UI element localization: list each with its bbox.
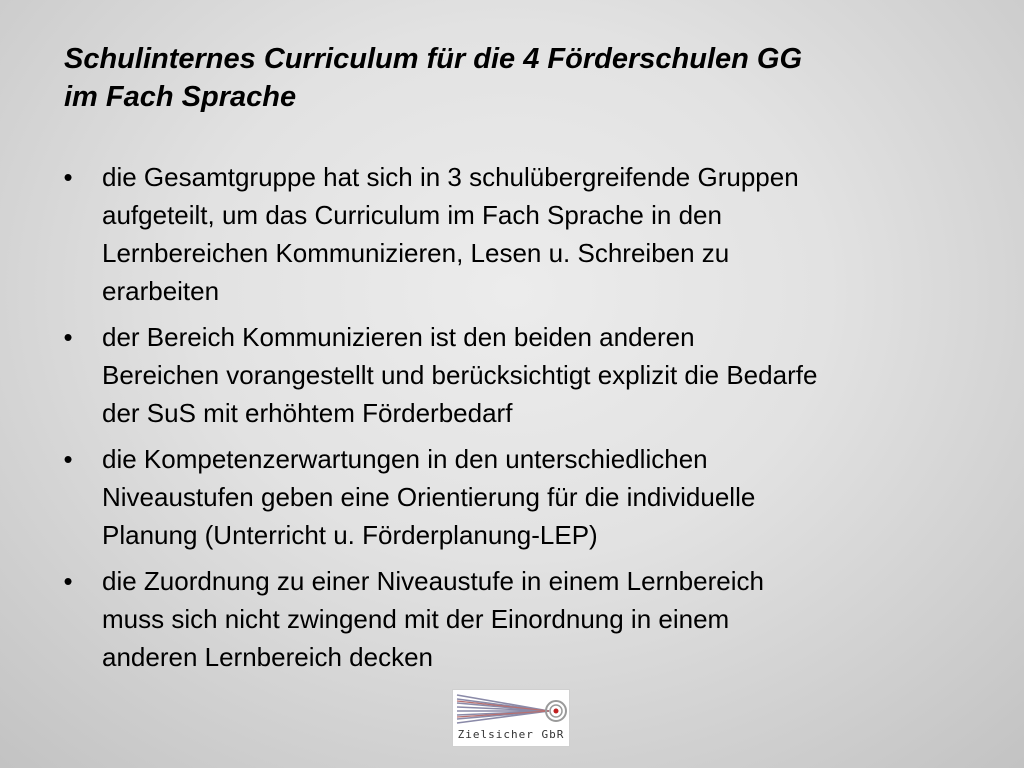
bullet-text-line: muss sich nicht zwingend mit der Einordnung in einem: [102, 604, 730, 634]
bullet-text-line: die Zuordnung zu einer Niveaustufe in einem Lernbereich: [102, 566, 764, 596]
bullet-item: [58, 158, 958, 310]
bullet-item: [58, 562, 958, 676]
target-arrows-logo-icon: [453, 690, 569, 730]
bullet-list: [58, 158, 958, 684]
bullet-item: [58, 318, 958, 432]
slide-title-line-2: im Fach Sprache: [64, 81, 297, 113]
bullet-text-line: Niveaustufen geben eine Orientierung für die individuelle: [102, 482, 756, 512]
slide-title-line-1: Schulinternes Curriculum für die 4 Förderschulen GG: [64, 43, 803, 75]
bullet-text-line: die Kompetenzerwartungen in den unterschiedlichen: [102, 444, 708, 474]
bullet-text-line: anderen Lernbereich decken: [102, 642, 434, 672]
slide-title: [64, 40, 964, 116]
bullet-text-line: Planung (Unterricht u. Förderplanung-LEP): [102, 520, 598, 550]
bullet-dot-icon: •: [63, 444, 73, 474]
bullet-text-line: erarbeiten: [102, 276, 220, 306]
bullet-text-line: Lernbereichen Kommunizieren, Lesen u. Schreiben zu: [102, 238, 730, 268]
bullet-dot-icon: •: [63, 162, 73, 192]
bullet-text-line: der SuS mit erhöhtem Förderbedarf: [102, 398, 513, 428]
bullet-text-line: Bereichen vorangestellt und berücksichtigt explizit die Bedarfe: [102, 360, 818, 390]
bullet-item: [58, 440, 958, 554]
logo-text: Zielsicher GbR: [457, 728, 565, 741]
bullet-dot-icon: •: [63, 322, 73, 352]
bullet-text-line: der Bereich Kommunizieren ist den beiden anderen: [102, 322, 695, 352]
bullet-text-line: die Gesamtgruppe hat sich in 3 schulübergreifende Gruppen: [102, 162, 799, 192]
bullet-text-line: aufgeteilt, um das Curriculum im Fach Sprache in den: [102, 200, 722, 230]
bullet-dot-icon: •: [63, 566, 73, 596]
company-logo: [452, 689, 570, 747]
